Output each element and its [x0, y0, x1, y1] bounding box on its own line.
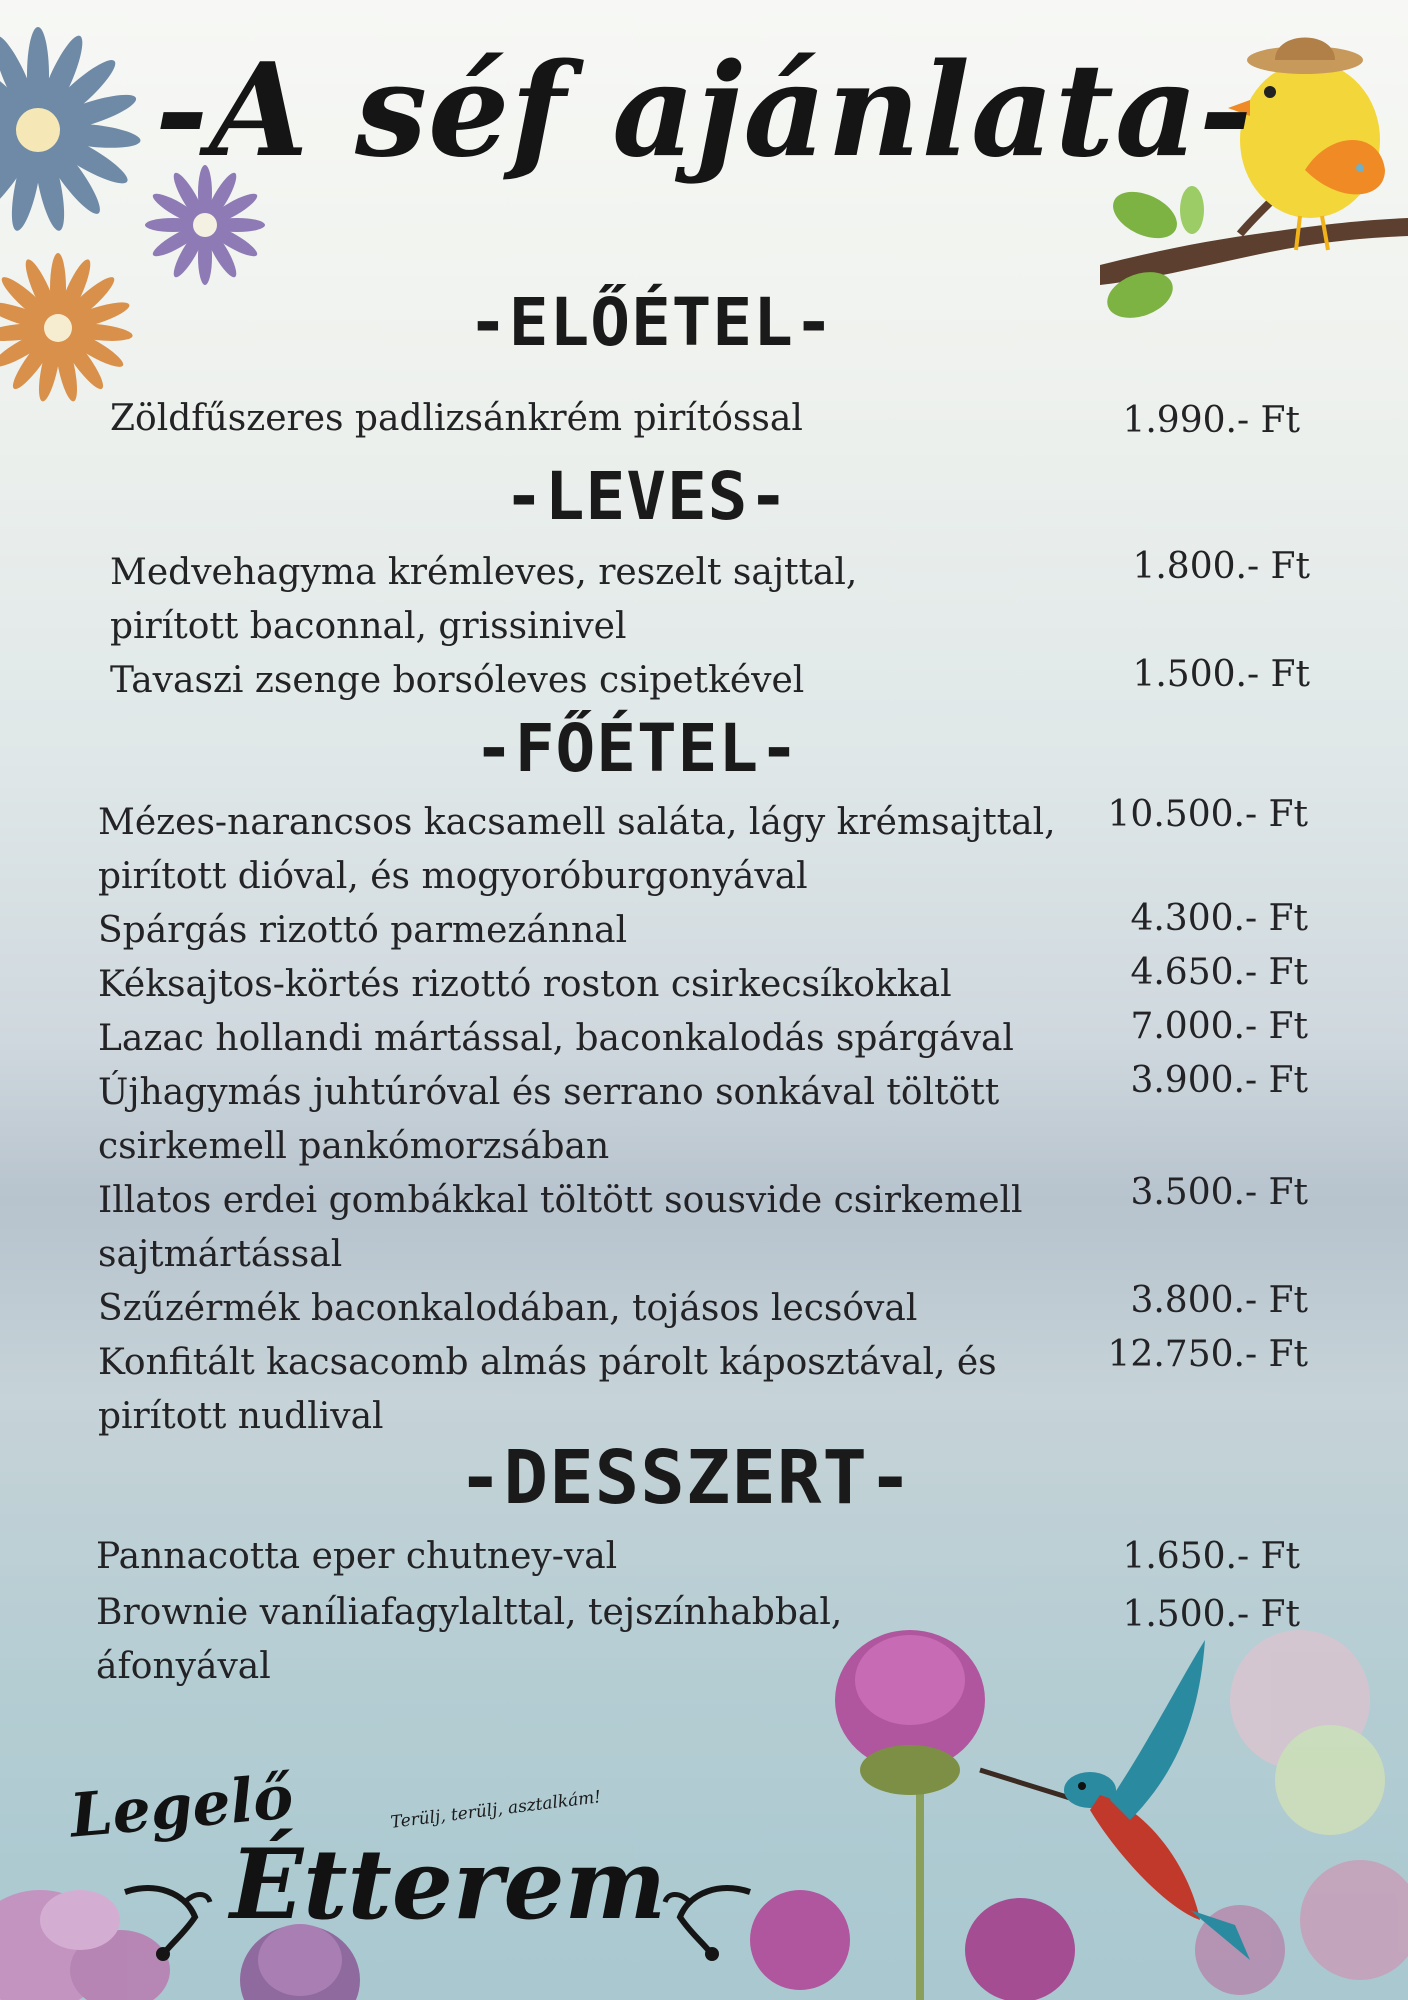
menu-item-name: Kéksajtos-körtés rizottó roston csirkecsíkokkal — [98, 964, 952, 1005]
menu-item-name: Pannacotta eper chutney-val — [96, 1536, 618, 1577]
menu-item-name: Szűzérmék baconkalodában, tojásos lecsóval — [98, 1288, 918, 1329]
section-heading-desszert: -DESSZERT- — [458, 1435, 914, 1521]
menu-item-name: Tavaszi zsenge borsóleves csipetkével — [110, 660, 805, 701]
menu-item-name: Illatos erdei gombákkal töltött sousvide csirkemell — [98, 1180, 1023, 1221]
menu-item-price: 3.500.- Ft — [1130, 1172, 1308, 1213]
logo-tagline: Terülj, terülj, asztalkám! — [389, 1787, 603, 1833]
menu-item-price: 1.990.- Ft — [1122, 400, 1300, 441]
clover-flower-icon — [835, 1630, 985, 2000]
menu-item-name: áfonyával — [96, 1646, 271, 1687]
menu-item-price: 4.300.- Ft — [1130, 898, 1308, 939]
menu-item-name: csirkemell pankómorzsában — [98, 1126, 610, 1167]
ornament-right-icon — [660, 1862, 760, 1962]
menu-item-name: Medvehagyma krémleves, reszelt sajttal, — [110, 552, 858, 593]
menu-item-name: Zöldfűszeres padlizsánkrém pirítóssal — [110, 398, 803, 439]
menu-item-price: 3.800.- Ft — [1130, 1280, 1308, 1321]
menu-item-price: 1.500.- Ft — [1122, 1594, 1300, 1635]
menu-item-name: Mézes-narancsos kacsamell saláta, lágy krémsajttal, — [98, 802, 1056, 843]
clover-flower-icon — [750, 1890, 1075, 2000]
menu-item-name: Konfitált kacsacomb almás párolt káposztával, és — [98, 1342, 997, 1383]
menu-item-name: pirított dióval, és mogyoróburgonyával — [98, 856, 808, 897]
menu-item-name: Lazac hollandi mártással, baconkalodás spárgával — [98, 1018, 1014, 1059]
section-heading-foetel: -FŐÉTEL- — [474, 710, 800, 787]
menu-item-price: 3.900.- Ft — [1130, 1060, 1308, 1101]
menu-item-price: 1.650.- Ft — [1122, 1536, 1300, 1577]
logo-line2: Étterem — [230, 1828, 667, 1941]
menu-item-price: 7.000.- Ft — [1130, 1006, 1308, 1047]
section-heading-eloetel: -ELŐÉTEL- — [468, 284, 835, 361]
menu-item-name: pirított baconnal, grissinivel — [110, 606, 627, 647]
menu-item-price: 10.500.- Ft — [1107, 794, 1308, 835]
menu-item-price: 1.500.- Ft — [1132, 654, 1310, 695]
ornament-left-icon — [115, 1862, 215, 1962]
menu-item-price: 4.650.- Ft — [1130, 952, 1308, 993]
menu-item-name: sajtmártással — [98, 1234, 343, 1275]
menu-item-name: Spárgás rizottó parmezánnal — [98, 910, 628, 951]
logo-line1: Legelő — [67, 1762, 296, 1852]
menu-item-price: 1.800.- Ft — [1132, 546, 1310, 587]
section-heading-leves: -LEVES- — [504, 458, 790, 535]
orange-daisy-icon — [0, 253, 133, 403]
menu-item-name: Brownie vaníliafagylalttal, tejszínhabbal, — [96, 1592, 843, 1633]
page-title: -A séf ajánlata- — [154, 36, 1254, 186]
menu-item-price: 12.750.- Ft — [1107, 1334, 1308, 1375]
menu-item-name: Újhagymás juhtúróval és serrano sonkával töltött — [98, 1072, 1000, 1113]
menu-item-name: pirított nudlival — [98, 1396, 384, 1437]
